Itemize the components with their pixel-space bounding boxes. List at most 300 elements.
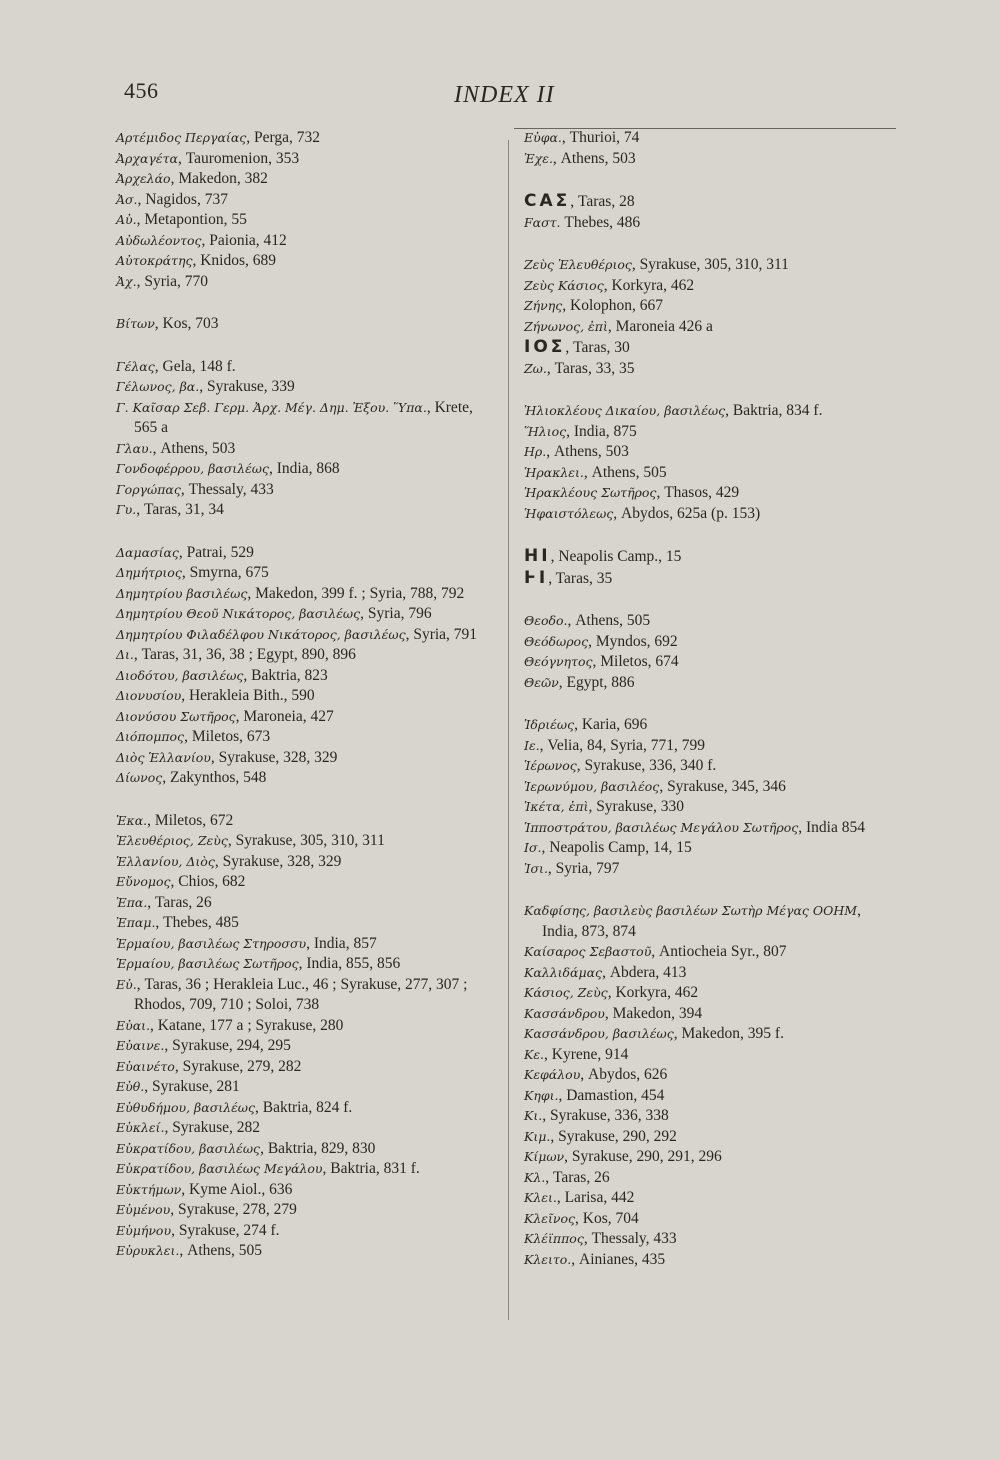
index-entry [524, 276, 900, 297]
greek-headword: Εὐκτήμων [116, 1181, 182, 1197]
index-entry [116, 1118, 496, 1139]
entry-references: , Chios, 682 [170, 873, 246, 890]
index-entry [116, 563, 496, 584]
index-entry [524, 1168, 900, 1189]
entry-references: , Gela, 148 f. [154, 357, 236, 375]
section-gap [524, 233, 900, 255]
index-entry [116, 625, 496, 646]
index-entry [524, 213, 900, 234]
index-entry [524, 715, 900, 736]
index-entry [524, 1229, 900, 1250]
greek-headword: Διονυσίου [116, 688, 182, 703]
greek-headword: Δι. [116, 647, 134, 662]
entry-references: , Kos, 704 [575, 1209, 639, 1227]
index-entry [524, 756, 900, 777]
entry-references: , Patrai, 529 [178, 543, 254, 561]
section-gap [524, 589, 900, 611]
greek-headword: Δημήτριος [116, 565, 182, 580]
index-entry [524, 463, 900, 484]
entry-references: , Kolophon, 667 [562, 297, 664, 314]
coin-legend-glyph: CAΣ [524, 191, 571, 211]
index-entry [116, 398, 496, 439]
greek-headword: Εὔνομος [116, 874, 171, 889]
index-entry [116, 686, 496, 707]
greek-headword: Εὐ. [116, 976, 137, 992]
index-entry [524, 1004, 900, 1025]
greek-headword: Ἑρμαίου, βασιλέως Στηροσσυ [116, 935, 307, 951]
entry-references: , Syrakuse, 339 [199, 378, 295, 395]
index-entry [524, 1188, 900, 1209]
entry-references: , India 854 [798, 818, 865, 836]
entry-references: , Herakleia Bith., 590 [181, 687, 315, 704]
index-entry [116, 707, 496, 728]
entry-references: , Syria, 791 [405, 625, 478, 643]
entry-references: , Syrakuse, 294, 295 [164, 1037, 291, 1054]
entry-references: , Myndos, 692 [588, 632, 678, 650]
index-entry [524, 611, 900, 632]
entry-references: , Athens, 503 [152, 439, 236, 457]
greek-headword: Ἱκέτα, ἐπὶ [524, 799, 589, 814]
greek-headword: Ἱδριέως [524, 717, 575, 732]
entry-references: , Abydos, 626 [580, 1066, 668, 1083]
entry-references: , Miletos, 674 [592, 653, 679, 670]
index-entry [116, 748, 496, 769]
index-entry [524, 568, 900, 590]
greek-headword: Ἐπα. [116, 894, 148, 910]
entry-references: , Syrakuse, 328, 329 [210, 748, 338, 766]
entry-references: , Thessaly, 433 [583, 1230, 677, 1247]
greek-headword: Διόπομπος [116, 729, 185, 744]
index-entry [524, 797, 900, 818]
greek-headword: Ζήνης [524, 298, 563, 313]
index-entry [116, 768, 496, 789]
greek-headword: Γ. Καῖσαρ Σεβ. Γερμ. Ἀρχ. Μέγ. Δημ. Ἐξου. Ὕπα. [116, 399, 427, 415]
entry-references: , Antiocheia Syr., 807 [651, 943, 787, 960]
greek-headword: Γέλας [116, 358, 155, 374]
greek-headword: Εὐαι. [116, 1017, 151, 1033]
index-entry [116, 1077, 496, 1098]
greek-headword: Δημητρίου βασιλέως [116, 585, 248, 601]
entry-references: , Nagidos, 737 [137, 190, 228, 208]
greek-headword: Γλαυ. [116, 440, 153, 456]
entry-references: , Thessaly, 433 [180, 480, 274, 498]
index-entry [116, 500, 496, 521]
entry-references: , Neapolis Camp., 15 [550, 548, 682, 565]
index-entry [524, 483, 900, 504]
greek-headword: Δημητρίου Φιλαδέλφου Νικάτορος, βασιλέως [116, 626, 406, 642]
greek-headword: Ζεὺς Ἐλευθέριος [524, 257, 632, 272]
greek-headword: Δαμασίας [116, 544, 179, 560]
coin-legend-glyph: HI [524, 546, 551, 566]
entry-references: , Miletos, 673 [184, 728, 271, 745]
greek-headword: Θεοδο. [524, 613, 568, 628]
entry-references: , Baktria, 823 [243, 666, 328, 684]
entry-references: , Taras, 36 ; Herakleia Luc., 46 ; Syrakuse, 277, 307 ; Rhodos, 709, 710 ; Soloi, 738 [134, 975, 468, 1013]
section-gap [524, 169, 900, 191]
greek-headword: Ἡρακλέους Σωτῆρος [524, 485, 657, 500]
index-entry [524, 942, 900, 963]
entry-references: , Syrakuse, 290, 292 [550, 1127, 677, 1145]
greek-headword: Κασσάνδρου, βασιλέως [524, 1026, 674, 1041]
index-entry [116, 934, 496, 955]
index-entry [116, 169, 496, 190]
index-entry [524, 401, 900, 422]
entry-references: , India, 868 [269, 460, 340, 477]
entry-references: , Thurioi, 74 [561, 129, 640, 146]
greek-headword: Κιμ. [524, 1128, 551, 1144]
greek-headword: Ἑλλανίου, Διὸς [116, 853, 215, 869]
index-entry [116, 439, 496, 460]
entry-references: , India, 857 [306, 934, 377, 952]
greek-headword: Κασσάνδρου [524, 1005, 605, 1021]
greek-headword: Κλει. [524, 1190, 557, 1205]
entry-references: , Syria, 770 [136, 272, 209, 290]
entry-references: , Krete, 565 a [134, 398, 473, 436]
greek-headword: Εὐφα. [524, 130, 562, 145]
greek-headword: Ἀσ. [116, 191, 138, 207]
index-entry [116, 377, 496, 398]
greek-headword: Εὐκρατίδου, βασιλέως [116, 1140, 261, 1156]
greek-headword: Αὐτοκράτης [116, 253, 193, 268]
index-entry [116, 543, 496, 564]
greek-headword: Ηρ. [524, 444, 547, 459]
index-entry [116, 811, 496, 832]
entry-references: , Abydos, 625a (p. 153) [613, 504, 761, 522]
greek-headword: Ἡφαιστόλεως [524, 505, 614, 521]
entry-references: , Korkyra, 462 [603, 276, 695, 294]
greek-headword: Εὐρυκλει. [116, 1243, 180, 1258]
greek-headword: Κλ. [524, 1169, 546, 1185]
index-entry [116, 190, 496, 211]
entry-references: , Miletos, 672 [147, 811, 234, 829]
greek-headword: Γέλωνος, βα. [116, 379, 200, 394]
entry-references: , Karia, 696 [574, 716, 648, 733]
entry-references: , India, 875 [566, 422, 637, 440]
index-entry [116, 1036, 496, 1057]
section-gap [524, 524, 900, 546]
index-entry [116, 604, 496, 625]
greek-headword: Ἱέρωνος [524, 758, 577, 773]
greek-headword: Ζω. [524, 360, 547, 376]
greek-headword: Βίτων [116, 316, 155, 331]
index-entry [116, 1159, 496, 1180]
index-entry [524, 1127, 900, 1148]
entry-references: , Taras, 31, 36, 38 ; Egypt, 890, 896 [133, 646, 356, 663]
index-entry [116, 210, 496, 231]
index-entry [116, 314, 496, 335]
index-entry [524, 191, 900, 213]
greek-headword: Ἡλιοκλέους Δικαίου, βασιλέως [524, 403, 726, 418]
entry-references: , Taras, 35 [548, 569, 613, 587]
section-gap [116, 521, 496, 543]
entry-references: , Syrakuse, 281 [144, 1078, 240, 1095]
index-entry [116, 1098, 496, 1119]
index-entry [116, 852, 496, 873]
index-entry [116, 357, 496, 378]
greek-headword: Ἀρχελάο [116, 171, 171, 186]
entry-references: , Perga, 732 [246, 129, 321, 146]
entry-references: , Makedon, 395 f. [673, 1025, 784, 1042]
entry-references: , Larisa, 442 [556, 1189, 635, 1206]
entry-references: , Baktria, 824 f. [254, 1098, 353, 1116]
entry-references: , Taras, 28 [570, 193, 635, 210]
entry-references: , India, 873, 874 [542, 902, 861, 940]
index-entry [116, 872, 496, 893]
greek-headword: Κλειτο. [524, 1251, 572, 1267]
entry-references: , Taras, 30 [565, 339, 630, 356]
index-entry [524, 1065, 900, 1086]
index-entry [116, 954, 496, 975]
greek-headword: Εὐθυδήμου, βασιλέως [116, 1099, 255, 1115]
index-entry [524, 736, 900, 757]
greek-headword: Καίσαρος Σεβαστοῦ [524, 944, 652, 959]
section-gap [524, 693, 900, 715]
index-entry [524, 149, 900, 170]
index-entry [524, 1024, 900, 1045]
entry-references: , Syrakuse, 290, 291, 296 [564, 1148, 722, 1165]
greek-headword: Εὐκλεί. [116, 1120, 165, 1135]
index-entry [524, 673, 900, 694]
greek-headword: Διοδότου, βασιλέως [116, 667, 244, 683]
index-entry [524, 546, 900, 568]
entry-references: , Makedon, 382 [170, 170, 268, 187]
index-entry [116, 149, 496, 170]
index-entry [524, 818, 900, 839]
index-entry [116, 666, 496, 687]
greek-headword: Ἥλιος [524, 423, 567, 439]
greek-headword: Ἱερωνύμου, βασιλέος [524, 778, 660, 794]
greek-headword: Θεόδωρος [524, 633, 589, 649]
index-entry [524, 1250, 900, 1271]
entry-references: , Taras, 26 [147, 893, 212, 911]
index-entry [116, 231, 496, 252]
greek-headword: Γοργώπας [116, 481, 181, 497]
index-entry [116, 1241, 496, 1262]
greek-headword: Κεφάλου [524, 1067, 581, 1082]
index-entry [524, 859, 900, 880]
greek-headword: Αρτέμιδος Περγαίας [116, 130, 247, 145]
greek-headword: Εὐκρατίδου, βασιλέως Μεγάλου [116, 1161, 323, 1176]
entry-references: , Syrakuse, 305, 310, 311 [227, 832, 385, 849]
entry-references: , Syrakuse, 305, 310, 311 [631, 256, 789, 273]
index-entry [524, 652, 900, 673]
index-entry [524, 1045, 900, 1066]
greek-headword: Εὐμήνου [116, 1222, 172, 1238]
greek-headword: Δίωνος [116, 770, 163, 785]
index-entry [524, 255, 900, 276]
entry-references: , Tauromenion, 353 [177, 149, 300, 167]
index-entry [116, 831, 496, 852]
index-entry [116, 727, 496, 748]
index-entry [524, 1106, 900, 1127]
greek-headword: Ἀχ. [116, 273, 137, 289]
greek-headword: Ζήνωνος, ἐπὶ [524, 318, 608, 334]
index-entry [116, 459, 496, 480]
entry-references: , Athens, 503 [546, 443, 629, 460]
entry-references: , Damastion, 454 [558, 1086, 665, 1104]
greek-headword: Καδφίσης, βασιλεὺς βασιλέων Σωτὴρ Μέγας ΟΟΗΜ [524, 903, 858, 918]
index-entry [116, 975, 496, 1016]
index-entry [524, 296, 900, 317]
entry-references: , Syria, 797 [547, 859, 620, 877]
entry-references: , Egypt, 886 [558, 673, 635, 691]
index-entry [524, 983, 900, 1004]
section-gap [116, 335, 496, 357]
index-entry [116, 1139, 496, 1160]
entry-references: , Athens, 505 [567, 612, 651, 629]
entry-references: , Taras, 33, 35 [546, 359, 635, 377]
greek-headword: Κλέϊππος [524, 1231, 584, 1246]
entry-references: , Zakynthos, 548 [162, 769, 267, 786]
greek-headword: Κε. [524, 1046, 545, 1062]
entry-references: , Athens, 503 [552, 149, 636, 167]
greek-headword: Ἑρμαίου, βασιλέως Σωτῆρος [116, 956, 299, 971]
entry-references: , Baktria, 834 f. [725, 402, 823, 419]
greek-headword: Κλεῖνος [524, 1210, 575, 1226]
entry-references: , Athens, 505 [583, 463, 667, 481]
greek-headword: Ἑκα. [116, 812, 148, 828]
index-entry [524, 337, 900, 359]
entry-references: , Taras, 26 [545, 1168, 610, 1186]
entry-references: , Paionia, 412 [201, 231, 287, 249]
entry-references: , Syrakuse, 274 f. [171, 1221, 280, 1239]
index-entry [116, 893, 496, 914]
greek-headword: Δημητρίου Θεοῦ Νικάτορος, βασιλέως [116, 606, 361, 621]
entry-references: , Baktria, 831 f. [322, 1160, 420, 1177]
greek-headword: Ἐπαμ. [116, 915, 156, 930]
entry-references: , Syrakuse, 345, 346 [659, 777, 786, 795]
greek-headword: Διονύσου Σωτῆρος [116, 708, 236, 724]
greek-headword: Αὐ. [116, 212, 137, 227]
entry-references: , Kos, 703 [154, 315, 219, 332]
greek-headword: Ἐλευθέριος, Ζεὺς [116, 833, 228, 848]
greek-headword: Εὐμένου [116, 1202, 171, 1217]
entry-references: , Athens, 505 [179, 1242, 263, 1259]
entry-references: , Neapolis Camp, 14, 15 [541, 839, 692, 856]
index-entry [116, 1221, 496, 1242]
section-gap [524, 379, 900, 401]
entry-references: , Katane, 177 a ; Syrakuse, 280 [150, 1016, 344, 1034]
greek-headword: Γυ. [116, 502, 137, 517]
entry-references: , Ainianes, 435 [571, 1250, 666, 1268]
entry-references: , Korkyra, 462 [607, 984, 699, 1001]
running-head: INDEX II [454, 82, 555, 108]
greek-headword: Fαστ. [524, 214, 561, 230]
index-entry [524, 359, 900, 380]
index-entry [524, 1147, 900, 1168]
greek-headword: Εὐθ. [116, 1079, 145, 1094]
coin-legend-glyph: ⱵI [524, 567, 549, 588]
index-entry [524, 777, 900, 798]
index-entry [524, 422, 900, 443]
entry-references: , Makedon, 394 [604, 1004, 703, 1022]
greek-headword: Κι. [524, 1108, 543, 1123]
left-column [116, 128, 496, 1262]
entry-references: , Syrakuse, 278, 279 [170, 1201, 297, 1218]
greek-headword: Κάσιος, Ζεὺς [524, 985, 608, 1000]
greek-headword: Κηφι. [524, 1087, 559, 1103]
index-entry [524, 632, 900, 653]
section-gap [116, 292, 496, 314]
greek-headword: Θεῶν [524, 674, 559, 690]
index-entry [524, 317, 900, 338]
index-entry [524, 1086, 900, 1107]
entry-references: , Syrakuse, 282 [164, 1119, 261, 1136]
section-gap [116, 789, 496, 811]
index-entry [116, 1016, 496, 1037]
greek-headword: Διὸς Ἑλλανίου [116, 749, 211, 765]
entry-references: , Maroneia, 427 [235, 707, 334, 725]
entry-references: , Smyrna, 675 [181, 564, 269, 581]
entry-references: , Knidos, 689 [192, 252, 277, 269]
index-entry [524, 442, 900, 463]
greek-headword: Κίμων [524, 1149, 565, 1164]
index-entry [524, 1209, 900, 1230]
entry-references: , Syrakuse, 279, 282 [174, 1057, 302, 1075]
index-entry [116, 272, 496, 293]
entry-references: , Velia, 84, Syria, 771, 799 [539, 736, 705, 754]
greek-headword: Καλλιδάμας [524, 964, 603, 980]
greek-headword: Ἐχε. [524, 150, 553, 166]
column-divider [508, 140, 509, 1320]
index-entry [116, 128, 496, 149]
index-entry [116, 584, 496, 605]
index-entry [116, 1057, 496, 1078]
greek-headword: Ἱπποστράτου, βασιλέως Μεγάλου Σωτῆρος [524, 819, 799, 835]
entry-references: , Baktria, 829, 830 [260, 1139, 376, 1157]
entry-references: , Syrakuse, 336, 338 [542, 1107, 669, 1124]
index-entry [116, 1180, 496, 1201]
coin-legend-glyph: IOΣ [524, 337, 566, 357]
entry-references: , Thasos, 429 [656, 484, 740, 501]
index-entry [524, 504, 900, 525]
greek-headword: Ἀρχαγέτα [116, 150, 178, 166]
entry-references: , India, 855, 856 [298, 955, 401, 972]
section-gap [524, 879, 900, 901]
entry-references: , Metapontion, 55 [136, 211, 247, 228]
index-entry [116, 913, 496, 934]
greek-headword: Θεόγνητος [524, 654, 593, 669]
index-entry [524, 838, 900, 859]
index-entry [524, 128, 900, 149]
index-entry [524, 963, 900, 984]
index-entry [116, 251, 496, 272]
entry-references: , Taras, 31, 34 [136, 501, 224, 518]
greek-headword: Ἰσι. [524, 860, 548, 876]
right-column [524, 128, 900, 1270]
index-entry [116, 480, 496, 501]
greek-headword: Ἡρακλει. [524, 464, 584, 480]
entry-references: , Thebes, 485 [155, 914, 239, 931]
greek-headword: Αὐδωλέοντος [116, 232, 202, 248]
entry-references: , Syrakuse, 330 [588, 798, 685, 815]
greek-headword: Ισ. [524, 840, 542, 855]
index-entry [116, 645, 496, 666]
index-entry [524, 901, 900, 942]
greek-headword: Ιε. [524, 737, 540, 753]
entry-references: , Maroneia 426 a [607, 317, 713, 335]
entry-references: , Syrakuse, 328, 329 [214, 852, 342, 870]
entry-references: Thebes, 486 [560, 213, 641, 231]
entry-references: , Syria, 796 [360, 605, 432, 622]
greek-headword: Εὐαινέτο [116, 1058, 175, 1074]
greek-headword: Γονδοφέρρου, βασιλέως [116, 461, 270, 476]
page-number: 456 [124, 78, 159, 103]
greek-headword: Ζεὺς Κάσιος [524, 277, 604, 293]
greek-headword: Εὐαινε. [116, 1038, 165, 1053]
entry-references: , Kyrene, 914 [544, 1045, 629, 1063]
entry-references: , Makedon, 399 f. ; Syria, 788, 792 [247, 584, 465, 602]
